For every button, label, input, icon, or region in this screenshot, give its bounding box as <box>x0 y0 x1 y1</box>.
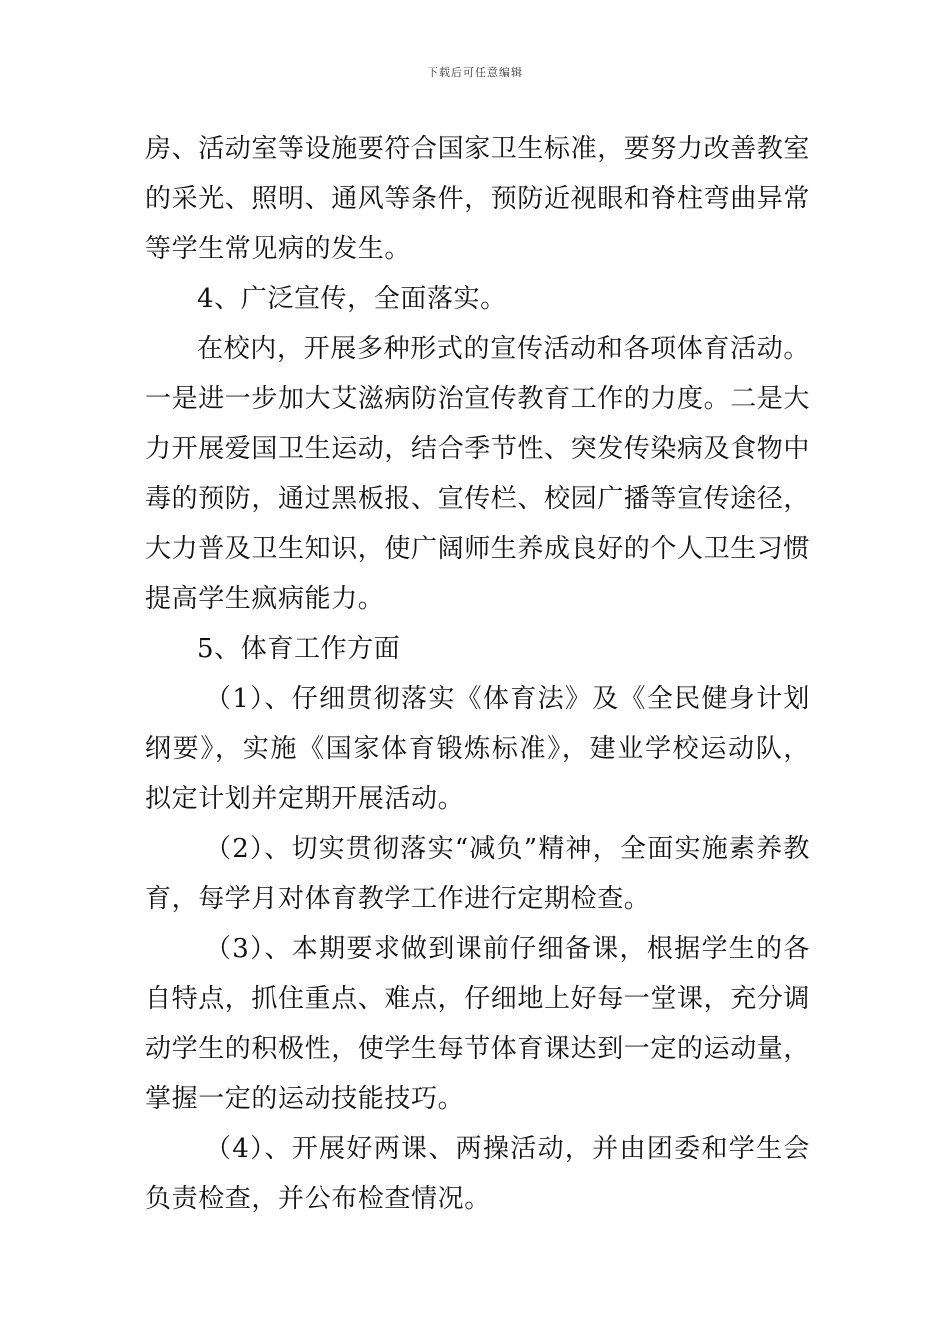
heading-sports-work: 5、体育工作方面 <box>197 634 401 664</box>
paragraph-publicity: 在校内，开展多种形式的宣传活动和各项体育活动。一是进一步加大艾滋病防治宣传教育工作的力度。二是大力开展爱国卫生运动，结合季节性、突发传染病及食物中毒的预防，通过黑板报、宣传栏、校园广播等宣传途径，大力普及卫生知识，使广阔师生养成良好的个人卫生习惯提高学生疯病能力。 <box>145 334 811 614</box>
paragraph-item-4: （4）、开展好两课、两操活动，并由团委和学生会负责检查，并公布检查情况。 <box>145 1134 810 1214</box>
header-note: 下载后可任意编辑 <box>427 66 523 79</box>
paragraph-item-2: （2）、切实贯彻落实“减负”精神，全面实施素养教育，每学月对体育教学工作进行定期检查。 <box>145 834 810 914</box>
heading-publicity: 4、广泛宣传，全面落实。 <box>197 284 507 314</box>
paragraph-facilities: 房、活动室等设施要符合国家卫生标准，要努力改善教室的采光、照明、通风等条件，预防近视眼和脊柱弯曲异常等学生常见病的发生。 <box>145 134 811 264</box>
paragraph-item-3: （3）、本期要求做到课前仔细备课，根据学生的各自特点，抓住重点、难点，仔细地上好每一堂课，充分调动学生的积极性，使学生每节体育课达到一定的运动量，掌握一定的运动技能技巧。 <box>145 934 811 1114</box>
paragraph-item-1: （1）、仔细贯彻落实《体育法》及《全民健身计划纲要》，实施《国家体育锻炼标准》，建业学校运动队，拟定计划并定期开展活动。 <box>145 684 810 814</box>
document-body <box>145 124 810 1224</box>
